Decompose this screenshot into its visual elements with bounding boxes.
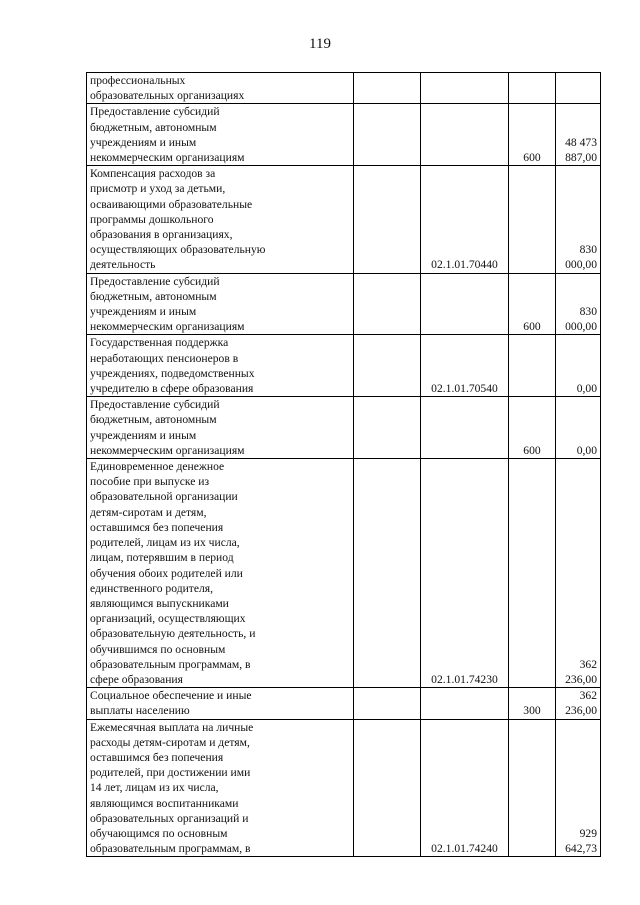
page-number: 119 — [309, 36, 331, 52]
row-expense-type-cell — [509, 166, 556, 273]
row-expense-type-cell — [509, 104, 556, 166]
row-blank-cell-cell — [354, 73, 421, 104]
row-target-code-cell — [421, 273, 509, 335]
budget-table-body — [87, 73, 601, 857]
row-blank-cell-cell — [354, 397, 421, 459]
row-amount-cell — [556, 166, 601, 273]
row-description-cell — [87, 397, 354, 459]
row-expense-type-cell — [509, 719, 556, 857]
budget-table — [86, 72, 601, 857]
row-description: Ежемесячная выплата на личные расходы детям-сиротам и детям, оставшимся без попечения родителей, при достижении ими 14 лет, лицам из их числа, являющимся воспитанниками образовательных организаций и обучающимся по основным образовательным программам, в — [90, 720, 254, 856]
row-expense-type-cell — [509, 335, 556, 397]
row-description: профессиональных образовательных организациях — [90, 74, 245, 103]
row-blank-cell-cell — [354, 335, 421, 397]
row-description-cell — [87, 166, 354, 273]
row-amount: 48 473 887,00 — [565, 135, 597, 165]
row-blank-cell-cell — [354, 104, 421, 166]
row-expense-type: 600 — [523, 443, 541, 457]
row-blank-cell-cell — [354, 273, 421, 335]
row-expense-type-cell — [509, 397, 556, 459]
row-amount: 0,00 — [576, 382, 597, 396]
row-description-cell — [87, 459, 354, 688]
row-description-cell — [87, 104, 354, 166]
row-amount-cell — [556, 688, 601, 719]
row-description: Компенсация расходов за присмотр и уход за детьми, осваивающими образовательные программы дошкольного образования в организациях, осуществляющих образовательную деятельность — [90, 167, 266, 272]
row-description-cell — [87, 335, 354, 397]
row-description-cell — [87, 73, 354, 104]
row-target-code: 02.1.01.70540 — [431, 382, 498, 396]
row-description: Социальное обеспечение и иные выплаты населению — [90, 689, 252, 718]
table-row — [87, 166, 601, 273]
row-target-code: 02.1.01.74230 — [431, 672, 498, 686]
table-row — [87, 459, 601, 688]
row-amount: 362 236,00 — [565, 657, 597, 686]
row-amount: 0,00 — [576, 443, 597, 457]
table-row — [87, 73, 601, 104]
table-row — [87, 688, 601, 719]
row-target-code-cell — [421, 166, 509, 273]
row-description: Предоставление субсидий бюджетным, автономным учреждениям и иным некоммерческим организациям — [90, 105, 245, 165]
row-amount: 830 000,00 — [565, 305, 597, 334]
table-row — [87, 273, 601, 335]
row-target-code-cell — [421, 73, 509, 104]
row-expense-type: 600 — [523, 151, 541, 165]
row-description: Государственная поддержка неработающих пенсионеров в учреждениях, подведомственных учредителю в сфере образования — [90, 336, 255, 396]
row-blank-cell-cell — [354, 166, 421, 273]
row-description-cell — [87, 273, 354, 335]
row-blank-cell-cell — [354, 459, 421, 688]
row-expense-type: 600 — [523, 320, 541, 334]
row-amount-cell — [556, 273, 601, 335]
row-description-cell — [87, 688, 354, 719]
row-expense-type: 300 — [523, 704, 541, 718]
table-row — [87, 397, 601, 459]
row-expense-type-cell — [509, 73, 556, 104]
row-target-code-cell — [421, 335, 509, 397]
table-row — [87, 104, 601, 166]
row-blank-cell-cell — [354, 688, 421, 719]
table-row — [87, 719, 601, 857]
row-amount-cell — [556, 104, 601, 166]
row-target-code: 02.1.01.70440 — [431, 258, 498, 272]
row-description: Предоставление субсидий бюджетным, автономным учреждениям и иным некоммерческим организациям — [90, 398, 245, 457]
row-expense-type-cell — [509, 459, 556, 688]
row-amount-cell — [556, 719, 601, 857]
row-amount: 929 642,73 — [565, 826, 597, 856]
row-amount-cell — [556, 397, 601, 459]
row-amount: 830 000,00 — [565, 243, 597, 272]
row-expense-type-cell — [509, 273, 556, 335]
row-description: Предоставление субсидий бюджетным, автономным учреждениям и иным некоммерческим организациям — [90, 274, 245, 334]
row-target-code-cell — [421, 719, 509, 857]
row-description-cell — [87, 719, 354, 857]
row-target-code: 02.1.01.74240 — [431, 842, 498, 856]
row-blank-cell-cell — [354, 719, 421, 857]
row-amount-cell — [556, 459, 601, 688]
table-row — [87, 335, 601, 397]
row-target-code-cell — [421, 688, 509, 719]
row-target-code-cell — [421, 397, 509, 459]
row-expense-type-cell — [509, 688, 556, 719]
row-amount-cell — [556, 73, 601, 104]
row-amount-cell — [556, 335, 601, 397]
row-amount: 362 236,00 — [565, 689, 597, 718]
row-target-code-cell — [421, 104, 509, 166]
row-target-code-cell — [421, 459, 509, 688]
row-description: Единовременное денежное пособие при выпуске из образовательной организации детям-сиротам и детям, оставшимся без попечения родителей, лицам из их числа, лицам, потерявшим в период обучения обоих родителей или единственного родителя, являющимся выпускниками организаций, осуществляющих образовательную деятельность, и обучившимся по основным образовательным программам, в сфере образования — [90, 460, 256, 686]
